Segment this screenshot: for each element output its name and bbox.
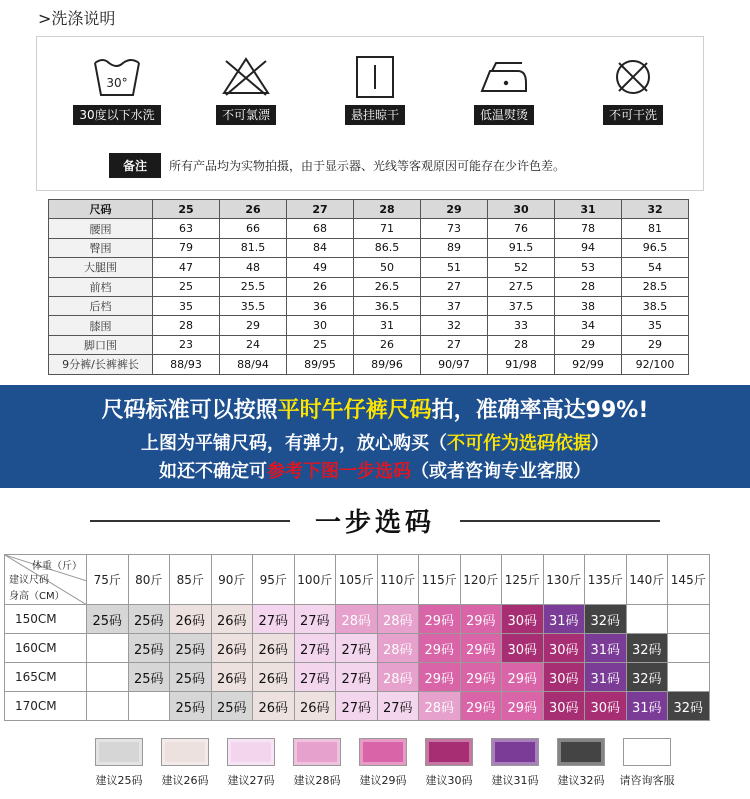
legend-item [489,738,541,788]
size-cell: 28码 [419,692,461,721]
size-cell: 26码 [211,663,253,692]
weight-header: 90斤 [211,555,253,605]
measurement-row-label: 前档 [49,277,153,296]
note-text: 所有产品均为实物拍摄，由于显示器、光线等客观原因可能存在少许色差。 [169,159,566,173]
measurement-cell: 27 [421,277,488,296]
wash-box [36,36,704,191]
weight-header: 110斤 [377,555,419,605]
size-cell: 25码 [128,605,170,634]
measurement-cell: 81 [622,219,689,238]
wash-item [454,55,554,125]
measurement-cell: 88/94 [220,355,287,374]
measurement-cell: 68 [287,219,354,238]
measurement-row [49,296,689,315]
size-cell: 27码 [336,634,378,663]
measurement-size-header: 26 [220,200,287,219]
measurement-cell: 86.5 [354,238,421,257]
wash-title: >洗涤说明 [38,9,116,28]
size-cell: 25码 [87,605,129,634]
banner-text: 上图为平铺尺码，有弹力，放心购买（ [141,433,447,454]
legend-item [291,738,343,788]
measurement-row-label: 9分裤/长裤裤长 [49,355,153,374]
size-cell: 29码 [419,605,461,634]
size-cell [87,663,129,692]
measurement-cell: 92/100 [622,355,689,374]
measurement-cell: 96.5 [622,238,689,257]
wash-label: 悬挂晾干 [345,105,405,125]
size-cell: 25码 [170,692,212,721]
weight-header: 95斤 [253,555,295,605]
size-cell: 29码 [419,663,461,692]
size-cell: 29码 [460,663,502,692]
measurement-cell: 38 [555,296,622,315]
measurement-cell: 32 [421,316,488,335]
size-cell: 30码 [585,692,627,721]
size-cell: 30码 [543,634,585,663]
measurement-cell: 28 [488,335,555,354]
measurement-cell: 53 [555,258,622,277]
measurement-cell: 29 [220,316,287,335]
low-iron-icon [478,55,530,99]
color-legend [93,738,673,788]
size-cell: 29码 [502,692,544,721]
measurement-cell: 31 [354,316,421,335]
measurement-cell: 50 [354,258,421,277]
corner-suggest-label: 建议尺码 [9,575,49,586]
measurement-cell: 27 [421,335,488,354]
measurement-row-label: 后档 [49,296,153,315]
size-cell: 27码 [377,692,419,721]
measurement-cell: 28 [555,277,622,296]
size-cell: 25码 [128,634,170,663]
size-cell: 27码 [294,663,336,692]
legend-item [423,738,475,788]
wash-label: 低温熨烫 [474,105,534,125]
measurement-cell: 90/97 [421,355,488,374]
size-cell: 28码 [336,605,378,634]
size-cell: 28码 [377,634,419,663]
measurement-cell: 34 [555,316,622,335]
weight-header: 130斤 [543,555,585,605]
size-cell [87,634,129,663]
legend-label: 请咨询客服 [619,774,675,787]
measurement-cell: 35 [622,316,689,335]
weight-header: 85斤 [170,555,212,605]
size-cell: 31码 [585,634,627,663]
measurement-row-label: 脚口围 [49,335,153,354]
measurement-cell: 38.5 [622,296,689,315]
size-cell: 30码 [502,634,544,663]
legend-item [159,738,211,788]
legend-swatch [293,738,341,766]
weight-header: 135斤 [585,555,627,605]
measurement-cell: 26.5 [354,277,421,296]
measurement-cell: 76 [488,219,555,238]
legend-item [93,738,145,788]
wash-30-icon [91,55,143,99]
legend-swatch [623,738,671,766]
measurement-cell: 89/95 [287,355,354,374]
size-cell: 31码 [543,605,585,634]
measurement-cell: 79 [153,238,220,257]
measurement-cell: 29 [622,335,689,354]
measurement-size-header: 28 [354,200,421,219]
size-cell [668,634,710,663]
wash-item [583,55,683,125]
banner-text: 尺码标准可以按照 [101,398,278,423]
size-cell: 26码 [253,663,295,692]
size-cell: 27码 [336,663,378,692]
banner-text: ） [591,433,609,454]
measurement-cell: 35.5 [220,296,287,315]
measurement-cell: 37 [421,296,488,315]
size-cell: 25码 [170,634,212,663]
size-cell: 31码 [585,663,627,692]
size-cell: 31码 [626,692,668,721]
measurement-row [49,316,689,335]
banner-line-2 [0,429,750,455]
corner-weight-label: 体重（斤） [32,561,82,572]
measurement-cell: 78 [555,219,622,238]
measurement-cell: 35 [153,296,220,315]
size-cell: 30码 [543,663,585,692]
measurement-cell: 28 [153,316,220,335]
measurement-size-header: 29 [421,200,488,219]
measurement-cell: 36.5 [354,296,421,315]
size-cell [626,605,668,634]
size-cell: 27码 [253,605,295,634]
measurement-cell: 25 [287,335,354,354]
size-cell: 29码 [460,634,502,663]
measurement-cell: 63 [153,219,220,238]
measurement-row [49,219,689,238]
size-cell: 29码 [460,692,502,721]
no-bleach-icon [220,55,272,99]
measurement-cell: 52 [488,258,555,277]
legend-label: 建议29码 [359,774,407,787]
measurement-row [49,277,689,296]
size-cell: 28码 [377,663,419,692]
legend-item [555,738,607,788]
banner-text: （或者咨询专业客服） [411,461,591,482]
size-cell: 26码 [211,634,253,663]
legend-label: 建议26码 [161,774,209,787]
banner-highlight: 不可作为选码依据 [447,433,591,454]
no-dry-clean-icon [607,55,659,99]
corner-height-label: 身高（CM） [9,591,65,602]
step-heading: 一步选码 [0,502,750,539]
measurement-header-row [49,200,689,219]
legend-label: 建议27码 [227,774,275,787]
measurement-cell: 89/96 [354,355,421,374]
wash-label: 不可氯漂 [216,105,276,125]
measurement-cell: 91/98 [488,355,555,374]
size-cell: 32码 [668,692,710,721]
size-cell [128,692,170,721]
size-cell: 26码 [211,605,253,634]
measurement-size-header: 31 [555,200,622,219]
hang-dry-icon [349,55,401,99]
weight-header: 125斤 [502,555,544,605]
size-guide-grid [4,554,710,721]
banner-highlight: 平时牛仔裤尺码 [277,398,432,423]
measurement-header-label: 尺码 [49,200,153,219]
banner-text: 如还不确定可 [159,461,267,482]
measurement-row [49,335,689,354]
banner-text: 拍，准确率高达99%! [431,398,649,423]
legend-swatch [425,738,473,766]
size-cell: 30码 [502,605,544,634]
measurement-cell: 92/99 [555,355,622,374]
measurement-cell: 54 [622,258,689,277]
measurement-size-header: 32 [622,200,689,219]
height-row [5,605,710,634]
measurement-size-header: 25 [153,200,220,219]
wash-icon-row [67,55,683,125]
weight-header: 140斤 [626,555,668,605]
measurement-cell: 94 [555,238,622,257]
measurement-cell: 81.5 [220,238,287,257]
legend-swatch [161,738,209,766]
measurement-cell: 47 [153,258,220,277]
measurement-row-label: 膝围 [49,316,153,335]
wash-item [196,55,296,125]
size-advice-banner [0,385,750,488]
legend-label: 建议30码 [425,774,473,787]
measurement-row [49,258,689,277]
measurement-cell: 29 [555,335,622,354]
measurement-cell: 84 [287,238,354,257]
measurement-cell: 33 [488,316,555,335]
measurement-cell: 27.5 [488,277,555,296]
measurement-cell: 36 [287,296,354,315]
wash-item [325,55,425,125]
measurement-cell: 23 [153,335,220,354]
legend-label: 建议32码 [557,774,605,787]
measurement-cell: 26 [287,277,354,296]
measurement-cell: 24 [220,335,287,354]
measurement-cell: 30 [287,316,354,335]
legend-label: 建议31码 [491,774,539,787]
size-cell: 30码 [543,692,585,721]
measurement-cell: 37.5 [488,296,555,315]
size-cell: 32码 [626,634,668,663]
measurement-size-header: 27 [287,200,354,219]
measurement-cell: 91.5 [488,238,555,257]
size-cell [668,663,710,692]
size-cell: 26码 [170,605,212,634]
weight-header: 100斤 [294,555,336,605]
size-cell: 32码 [585,605,627,634]
height-label: 165CM [5,663,87,692]
size-cell [668,605,710,634]
size-cell: 25码 [128,663,170,692]
wash-label: 不可干洗 [603,105,663,125]
height-label: 160CM [5,634,87,663]
measurement-row [49,355,689,374]
banner-line-3 [0,457,750,483]
weight-header: 145斤 [668,555,710,605]
measurement-cell: 73 [421,219,488,238]
legend-swatch [359,738,407,766]
height-row [5,663,710,692]
size-cell: 25码 [211,692,253,721]
measurement-cell: 48 [220,258,287,277]
legend-swatch [95,738,143,766]
grid-corner [5,555,87,605]
size-cell: 29码 [502,663,544,692]
banner-highlight: 参考下图一步选码 [267,461,411,482]
legend-swatch [557,738,605,766]
measurement-cell: 51 [421,258,488,277]
legend-swatch [491,738,539,766]
size-cell: 26码 [294,692,336,721]
measurement-row-label: 大腿围 [49,258,153,277]
measurement-cell: 26 [354,335,421,354]
wash-item [67,55,167,125]
weight-header: 80斤 [128,555,170,605]
size-cell: 32码 [626,663,668,692]
grid-header-row [5,555,710,605]
weight-header: 120斤 [460,555,502,605]
size-cell: 29码 [460,605,502,634]
size-cell [87,692,129,721]
note [109,153,565,178]
height-label: 170CM [5,692,87,721]
measurement-cell: 25 [153,277,220,296]
size-cell: 27码 [294,634,336,663]
measurement-row [49,238,689,257]
legend-label: 建议28码 [293,774,341,787]
measurement-cell: 25.5 [220,277,287,296]
size-cell: 29码 [419,634,461,663]
wash-temp-text: 30° [106,76,128,90]
legend-item [621,738,673,788]
weight-header: 105斤 [336,555,378,605]
measurement-cell: 66 [220,219,287,238]
size-cell: 27码 [336,692,378,721]
size-cell: 26码 [253,634,295,663]
measurement-cell: 28.5 [622,277,689,296]
weight-header: 115斤 [419,555,461,605]
measurement-cell: 88/93 [153,355,220,374]
measurement-row-label: 腰围 [49,219,153,238]
measurement-table [48,199,689,375]
weight-header: 75斤 [87,555,129,605]
measurement-cell: 89 [421,238,488,257]
height-row [5,692,710,721]
note-tag: 备注 [109,153,161,178]
banner-line-1 [0,393,750,424]
measurement-size-header: 30 [488,200,555,219]
size-cell: 26码 [253,692,295,721]
legend-swatch [227,738,275,766]
size-cell: 25码 [170,663,212,692]
wash-label: 30度以下水洗 [73,105,160,125]
size-cell: 28码 [377,605,419,634]
legend-item [225,738,277,788]
measurement-row-label: 臀围 [49,238,153,257]
height-row [5,634,710,663]
legend-label: 建议25码 [95,774,143,787]
legend-item [357,738,409,788]
measurement-cell: 49 [287,258,354,277]
size-cell: 27码 [294,605,336,634]
measurement-cell: 71 [354,219,421,238]
height-label: 150CM [5,605,87,634]
